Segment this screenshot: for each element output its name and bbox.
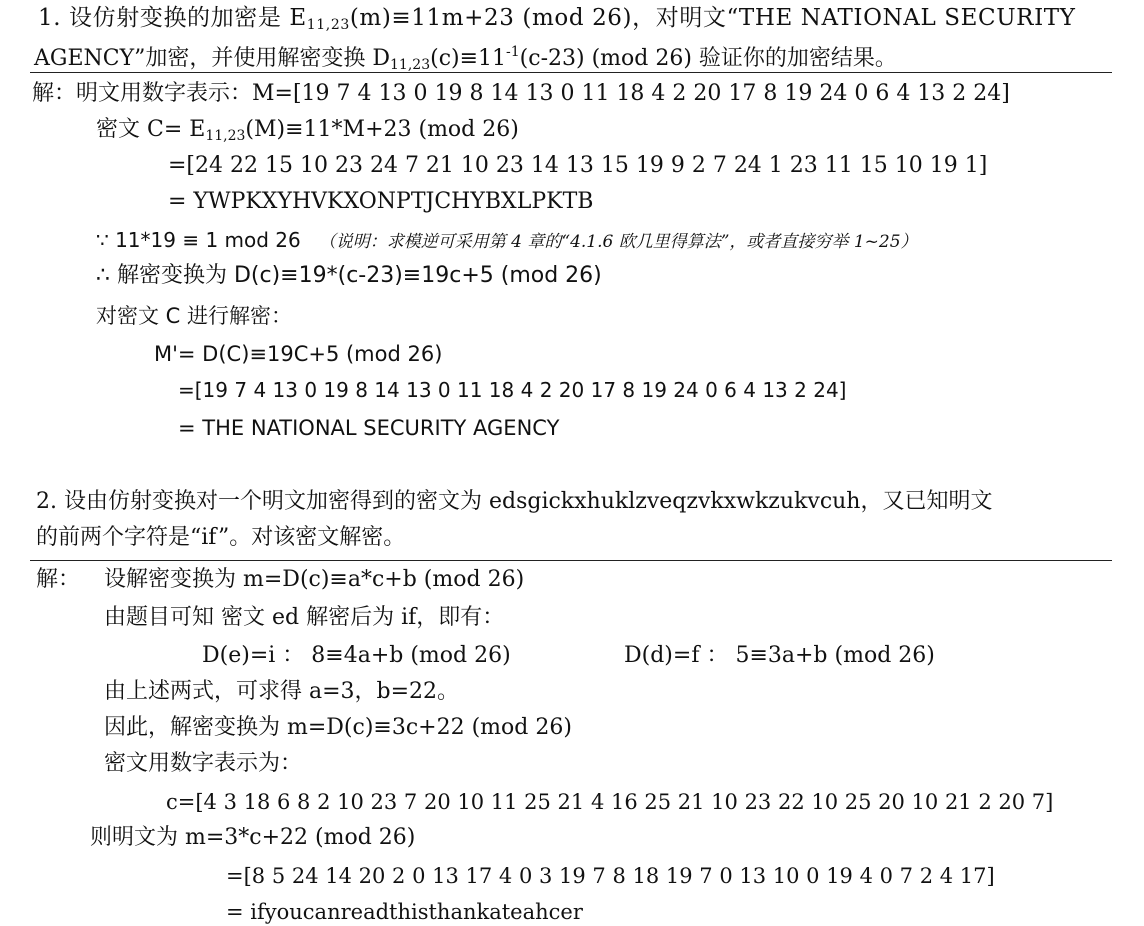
- subscript: 11,23: [390, 57, 431, 73]
- problem1-statement-text: (c)≡11: [430, 46, 507, 71]
- because-line: [96, 226, 918, 256]
- problem2-divider: [30, 560, 1112, 561]
- solution-line2: 由题目可知 密文 ed 解密后为 if，即有：: [104, 605, 505, 630]
- because-text: ∵ 11*19 ≡ 1 mod 26: [96, 228, 301, 252]
- problem1-statement-text: AGENCY”加密，并使用解密变换 D: [34, 46, 391, 71]
- plain-text-2: = ifyoucanreadthisthankateahcer: [226, 900, 583, 924]
- decrypt-intro: 对密文 C 进行解密：: [96, 304, 293, 328]
- subscript: 11,23: [205, 128, 246, 144]
- solution-line1: 设解密变换为 m=D(c)≡a*c+b (mod 26): [104, 567, 525, 592]
- problem2-solution-line: [36, 566, 524, 594]
- cipher-text: = YWPKXYHVKXONPTJCHYBXLPKTB: [168, 189, 594, 214]
- cipher-numeric-2: c=[4 3 18 6 8 2 10 23 7 20 10 11 25 21 4 16 25 21 10 23 22 10 25 20 10 21 2 20 7]: [166, 790, 1054, 814]
- decrypt-numeric: =[19 7 4 13 0 19 8 14 13 0 11 18 4 2 20 17 8 19 24 0 6 4 13 2 24]: [178, 378, 847, 402]
- cipher-formula-text: (M)≡11*M+23 (mod 26): [245, 117, 519, 142]
- solution-line5: 密文用数字表示为：: [104, 751, 303, 776]
- problem1-solution-line: [32, 80, 1010, 108]
- problem1-statement-text: (c-23) (mod 26) 验证你的加密结果。: [519, 46, 897, 71]
- problem1-divider: [30, 72, 1112, 73]
- solution-line3: 由上述两式，可求得 a=3，b=22。: [104, 679, 460, 704]
- superscript: -1: [506, 44, 520, 60]
- solution-line4: 因此，解密变换为 m=D(c)≡3c+22 (mod 26): [104, 715, 572, 740]
- solution-label: 解：: [36, 567, 81, 592]
- problem1-statement-text: (m)≡11m+23 (mod 26)，对明文“THE NATIONAL SECURITY: [349, 5, 1076, 31]
- plain-numeric: 明文用数字表示：M=[19 7 4 13 0 19 8 14 13 0 11 18 4 2 20 17 8 19 24 0 6 4 13 2 24]: [76, 81, 1010, 106]
- therefore-line: ∴ 解密变换为 D(c)≡19*(c-23)≡19c+5 (mod 26): [96, 263, 602, 288]
- decrypt-text: = THE NATIONAL SECURITY AGENCY: [178, 416, 560, 440]
- problem2-statement-line1: 2. 设由仿射变换对一个明文加密得到的密文为 edsgickxhuklzveqzvkxwkzukvcuh，又已知明文: [36, 489, 993, 514]
- cipher-numeric: =[24 22 15 10 23 24 7 21 10 23 14 13 15 19 9 2 7 24 1 23 11 15 10 19 1]: [168, 153, 988, 178]
- hint-note: （说明：求模逆可采用第 4 章的“4.1.6 欧几里得算法”，或者直接穷举 1~25）: [318, 232, 918, 252]
- problem2-statement-line2: 的前两个字符是“if”。对该密文解密。: [36, 525, 406, 550]
- equation-2: D(d)=f ： 5≡3a+b (mod 26): [624, 643, 935, 668]
- cipher-formula: [96, 116, 519, 150]
- decrypt-formula: M'= D(C)≡19C+5 (mod 26): [154, 342, 443, 366]
- subscript: 11,23: [306, 17, 350, 33]
- plain-numeric-2: =[8 5 24 14 20 2 0 13 17 4 0 3 19 7 8 18 19 7 0 13 10 0 19 4 0 7 2 4 17]: [226, 864, 995, 888]
- cipher-formula-text: 密文 C= E: [96, 117, 206, 142]
- equation-1: D(e)=i ： 8≡4a+b (mod 26): [202, 643, 511, 668]
- solution-label: 解：: [32, 81, 77, 106]
- problem1-statement-text: 1. 设仿射变换的加密是 E: [38, 5, 307, 31]
- solution-line6: 则明文为 m=3*c+22 (mod 26): [90, 825, 416, 850]
- problem1-statement-line1: [38, 4, 1076, 39]
